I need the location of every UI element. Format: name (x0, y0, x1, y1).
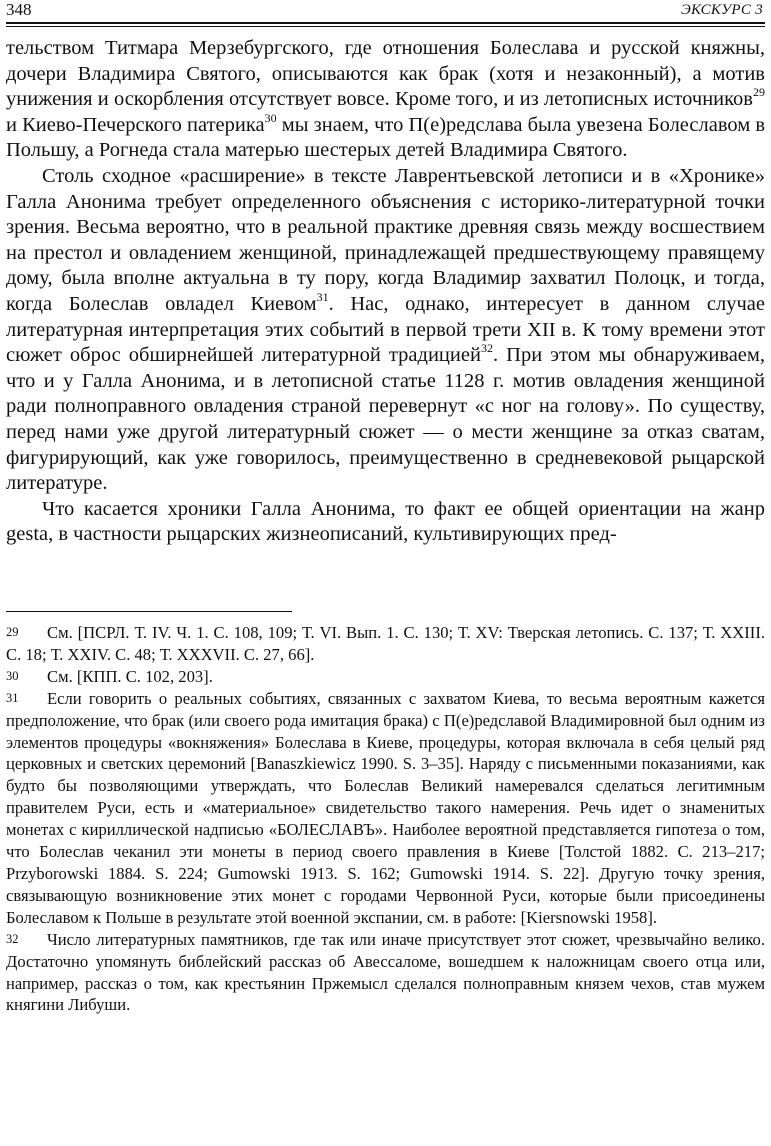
footnote-number: 32 (6, 931, 19, 946)
paragraph-1 (6, 36, 765, 164)
paragraph-1-part-a: тельством Титмара Мерзебургского, где отношения Болеслава и русской княжны, дочери Владимира Святого, описываются как брак (хотя и незаконный), а мотив унижения и оскорбления отсутствует вовсе. Кроме того, и из летописных источников (6, 37, 765, 111)
paragraph-2-part-b: . Нас, однако, интересует в данном случае литературная интерпретация этих событий в первой трети XII в. К тому времени этот сюжет оброс обширнейшей литературной традицией (6, 292, 765, 367)
footnote-number: 29 (6, 625, 19, 639)
paragraph-2-part-c: . При этом мы обнаруживаем, что и у Галла Анонима, и в летописной статье 1128 г. мотив овладения женщиной ради полноправного овладения страной перевернут «с ног на голову». По существу, перед нами уже другой литературный сюжет — о мести женщине за отказ сватам, фигурирующий, как уже говорилось, преимущественно в средневековой рыцарской литературе. (6, 344, 766, 495)
page-header (6, 0, 765, 24)
running-title: ЭКСКУРС 3 (680, 2, 763, 18)
paragraph-1-part-b: и Киево-Печерского патерика (6, 113, 265, 136)
footnote-31 (6, 688, 765, 929)
footnote-ref-32[interactable]: 32 (480, 341, 493, 356)
header-rule-thin (6, 26, 765, 27)
footnote-ref-29[interactable]: 29 (753, 85, 765, 100)
footnote-ref-30[interactable]: 30 (264, 110, 277, 125)
footnote-text: См. [КПП. С. 102, 203]. (47, 666, 213, 686)
footnote-number: 30 (6, 668, 19, 683)
footnote-separator (6, 611, 292, 612)
footnotes (6, 622, 765, 1016)
paragraph-3: Что касается хроники Галла Анонима, то факт ее общей ориентации на жанр gesta, в частности рыцарских жизнеописаний, культивирующих пред- (6, 497, 765, 546)
footnote-text: См. [ПСРЛ. Т. IV. Ч. 1. С. 108, 109; Т. VI. Вып. 1. С. 130; Т. XV: Тверская летопись. С. 137; Т. XXIII. С. 18; Т. XXIV. С. 48; Т. XXXVII. С. 27, 66]. (6, 623, 765, 664)
paragraph-1-part-c: мы знаем, что П(е)редслава была увезена Болеславом в Польшу, а Рогнеда стала матерью шестерых детей Владимира Святого. (6, 113, 766, 162)
footnote-30 (6, 666, 765, 688)
paragraph-2 (6, 164, 765, 497)
footnote-32 (6, 929, 765, 1017)
page-number: 348 (6, 0, 32, 19)
main-text (6, 36, 765, 548)
footnote-29 (6, 622, 765, 666)
footnote-ref-31[interactable]: 31 (316, 290, 329, 305)
paragraph-2-part-a: Столь сходное «расширение» в тексте Лаврентьевской летописи и в «Хронике» Галла Анонима требует определенного объяснения с историко-литературной точки зрения. Весьма вероятно, что в реальной практике древняя связь между восшествием на престол и овладением женщиной, принадлежащей предшествующему правящему дому, была вполне актуальна в ту пору, когда Владимир захватил Полоцк, и тогда, когда Болеслав овладел Киевом (6, 164, 765, 315)
footnote-number: 31 (6, 690, 19, 705)
header-rule-thick (6, 22, 765, 24)
footnote-text: Если говорить о реальных событиях, связанных с захватом Киева, то весьма вероятным кажется предположение, что брак (или своего рода имитация брака) с П(е)редславой Владимировной был одним из элементов процедуры «вокняжения» Болеслава в Киеве, процедуры, которая включала в себя целый ряд церковных и светских церемоний [Banaszkiewicz 1990. S. 3–35]. Наряду с письменными показаниями, как будто бы позволяющими утверждать, что Болеслав Великий намеревался сделаться легитимным правителем Руси, есть и «материальное» свидетельство такого намерения. Речь идет о знаменитых монетах с кириллической надписью «БОЛЕСЛАВЪ». Наиболее вероятной представляется гипотеза о том, что Болеслав чеканил эти монеты в период своего правления в Киеве [Толстой 1882. С. 213–217; Przyborowski 1884. S. 224; Gumowski 1913. S. 162; Gumowski 1914. S. 22]. Другую точку зрения, связывающую возникновение этих монет с городами Червонной Руси, которые были присоединены Болеславом к Польше в результате этой военной экспании, см. в работе: [Kiersnowski 1958]. (6, 688, 765, 927)
footnote-text: Число литературных памятников, где так или иначе присутствует этот сюжет, чрезвычайно велико. Достаточно упомянуть библейский рассказ об Авессаломе, вошедшем к наложницам своего отца или, например, рассказ о том, как крестьянин Пржемысл сделался полноправным князем чехов, став мужем княгини Либуши. (6, 929, 765, 1015)
